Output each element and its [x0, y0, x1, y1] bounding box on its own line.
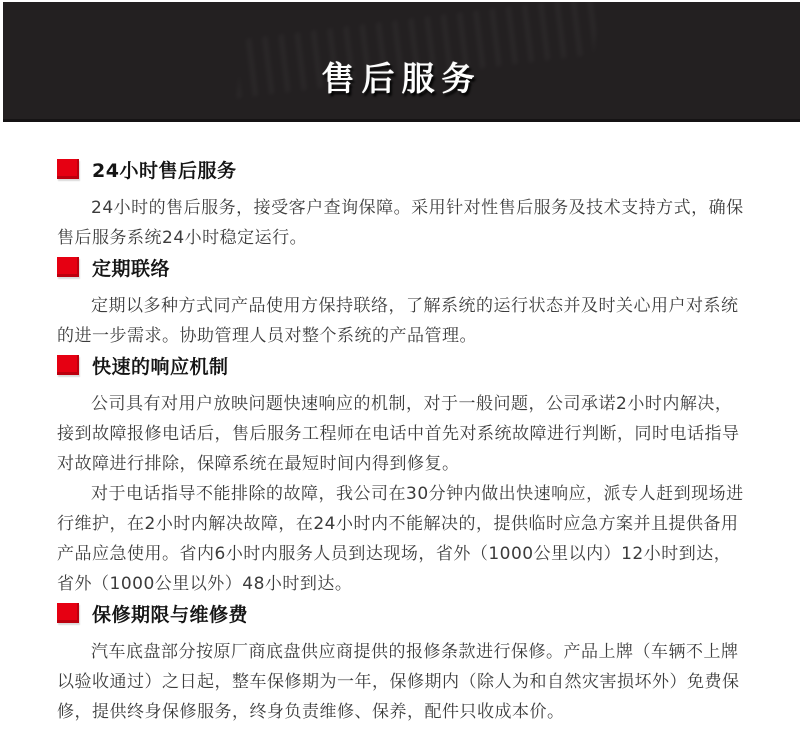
section-24h-service [57, 158, 745, 253]
section-heading-row [57, 354, 745, 376]
section-heading-row [57, 256, 745, 278]
title-banner [3, 2, 800, 122]
section-paragraph: 定期以多种方式同产品使用方保持联络，了解系统的运行状态并及时关心用户对系统的进一步需求。协助管理人员对整个系统的产品管理。 [57, 296, 739, 346]
section-rapid-response [57, 354, 745, 599]
section-heading: 定期联络 [92, 257, 171, 280]
red-square-bullet-icon [57, 159, 79, 179]
red-square-bullet-icon [57, 603, 79, 623]
red-square-bullet-icon [57, 355, 79, 375]
section-paragraph: 汽车底盘部分按原厂商底盘供应商提供的报修条款进行保修。产品上牌（车辆不上牌以验收通过）之日起，整车保修期为一年，保修期内（除人为和自然灾害损坏外）免费保修，提供终身保修服务，终身负责维修、保养，配件只收成本价。 [57, 642, 740, 722]
section-regular-contact [57, 256, 745, 351]
section-warranty-fees [57, 602, 745, 727]
section-heading: 快速的响应机制 [92, 355, 229, 378]
red-square-bullet-icon [57, 257, 79, 277]
section-heading-row [57, 158, 745, 180]
section-heading: 保修期限与维修费 [92, 603, 249, 626]
service-sections [0, 122, 800, 727]
section-heading: 24小时售后服务 [92, 159, 237, 182]
section-paragraph: 24小时的售后服务，接受客户查询保障。采用针对性售后服务及技术支持方式，确保售后服务系统24小时稳定运行。 [57, 198, 744, 248]
section-paragraph: 对于电话指导不能排除的故障，我公司在30分钟内做出快速响应，派专人赶到现场进行维护，在2小时内解决故障，在24小时内不能解决的，提供临时应急方案并且提供备用产品应急使用。省内6小时内服务人员到达现场，省外（1000公里以内）12小时到达，省外（1000公里以外）48小时到达。 [57, 484, 744, 594]
section-paragraph: 公司具有对用户放映问题快速响应的机制，对于一般问题，公司承诺2小时内解决，接到故障报修电话后，售后服务工程师在电话中首先对系统故障进行判断，同时电话指导对故障进行排除，保障系统在最短时间内得到修复。 [57, 394, 740, 474]
section-heading-row [57, 602, 745, 624]
page-title: 售后服务 [321, 59, 482, 98]
